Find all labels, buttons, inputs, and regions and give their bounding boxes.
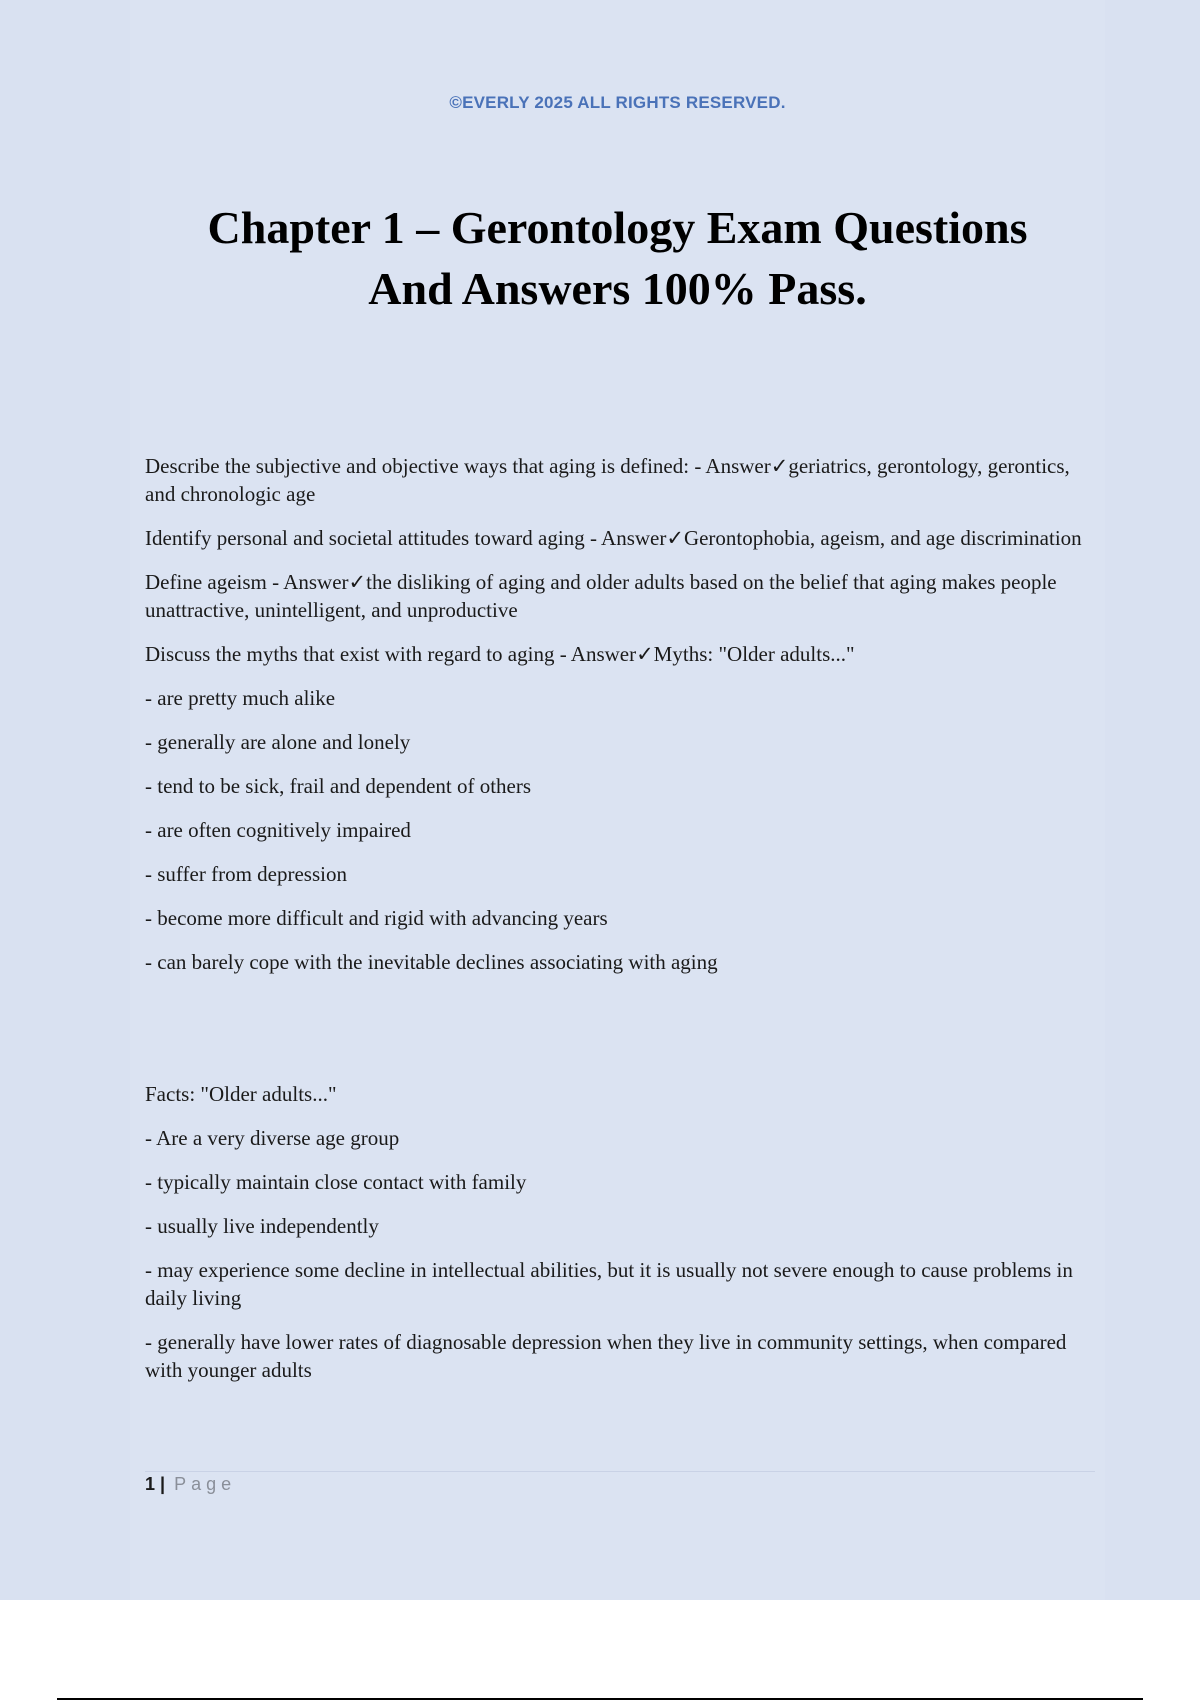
paragraph: Define ageism - Answer✓the disliking of aging and older adults based on the belief that aging makes people unattractive, unintelligent, and unproductive [145, 570, 1057, 622]
page-number: 1 [145, 1474, 156, 1494]
list-item: - can barely cope with the inevitable declines associating with aging [145, 950, 718, 974]
paragraph: Describe the subjective and objective ways that aging is defined: - Answer✓geriatrics, gerontology, gerontics, and chronologic age [145, 454, 1070, 506]
paragraph: Identify personal and societal attitudes toward aging - Answer✓Gerontophobia, ageism, and age discrimination [145, 526, 1082, 550]
page-footer [145, 1474, 236, 1495]
footer-divider [145, 1471, 1095, 1472]
title-line-2: And Answers 100% Pass. [368, 263, 867, 314]
title-line-1: Chapter 1 – Gerontology Exam Questions [207, 202, 1028, 253]
list-item: - usually live independently [145, 1214, 379, 1238]
list-item: - may experience some decline in intellectual abilities, but it is usually not severe enough to cause problems in daily living [145, 1258, 1073, 1310]
list-item: - suffer from depression [145, 862, 347, 886]
page-title [150, 197, 1085, 319]
paragraph: Discuss the myths that exist with regard to aging - Answer✓Myths: "Older adults..." [145, 642, 855, 666]
footer-separator: | [160, 1474, 166, 1494]
page-label: Page [174, 1474, 237, 1494]
blank-space [145, 992, 1090, 1080]
list-item: - generally are alone and lonely [145, 730, 411, 754]
list-item: - are pretty much alike [145, 686, 336, 710]
copyright-notice: ©EVERLY 2025 ALL RIGHTS RESERVED. [449, 93, 786, 112]
list-item: - Are a very diverse age group [145, 1126, 400, 1150]
list-item: - are often cognitively impaired [145, 818, 411, 842]
document-body [145, 452, 1090, 1400]
list-item: - tend to be sick, frail and dependent of others [145, 774, 532, 798]
paragraph: Facts: "Older adults..." [145, 1082, 337, 1106]
list-item: - typically maintain close contact with family [145, 1170, 527, 1194]
list-item: - become more difficult and rigid with advancing years [145, 906, 608, 930]
list-item: - generally have lower rates of diagnosable depression when they live in community settings, when compared with younger adults [145, 1330, 1067, 1382]
